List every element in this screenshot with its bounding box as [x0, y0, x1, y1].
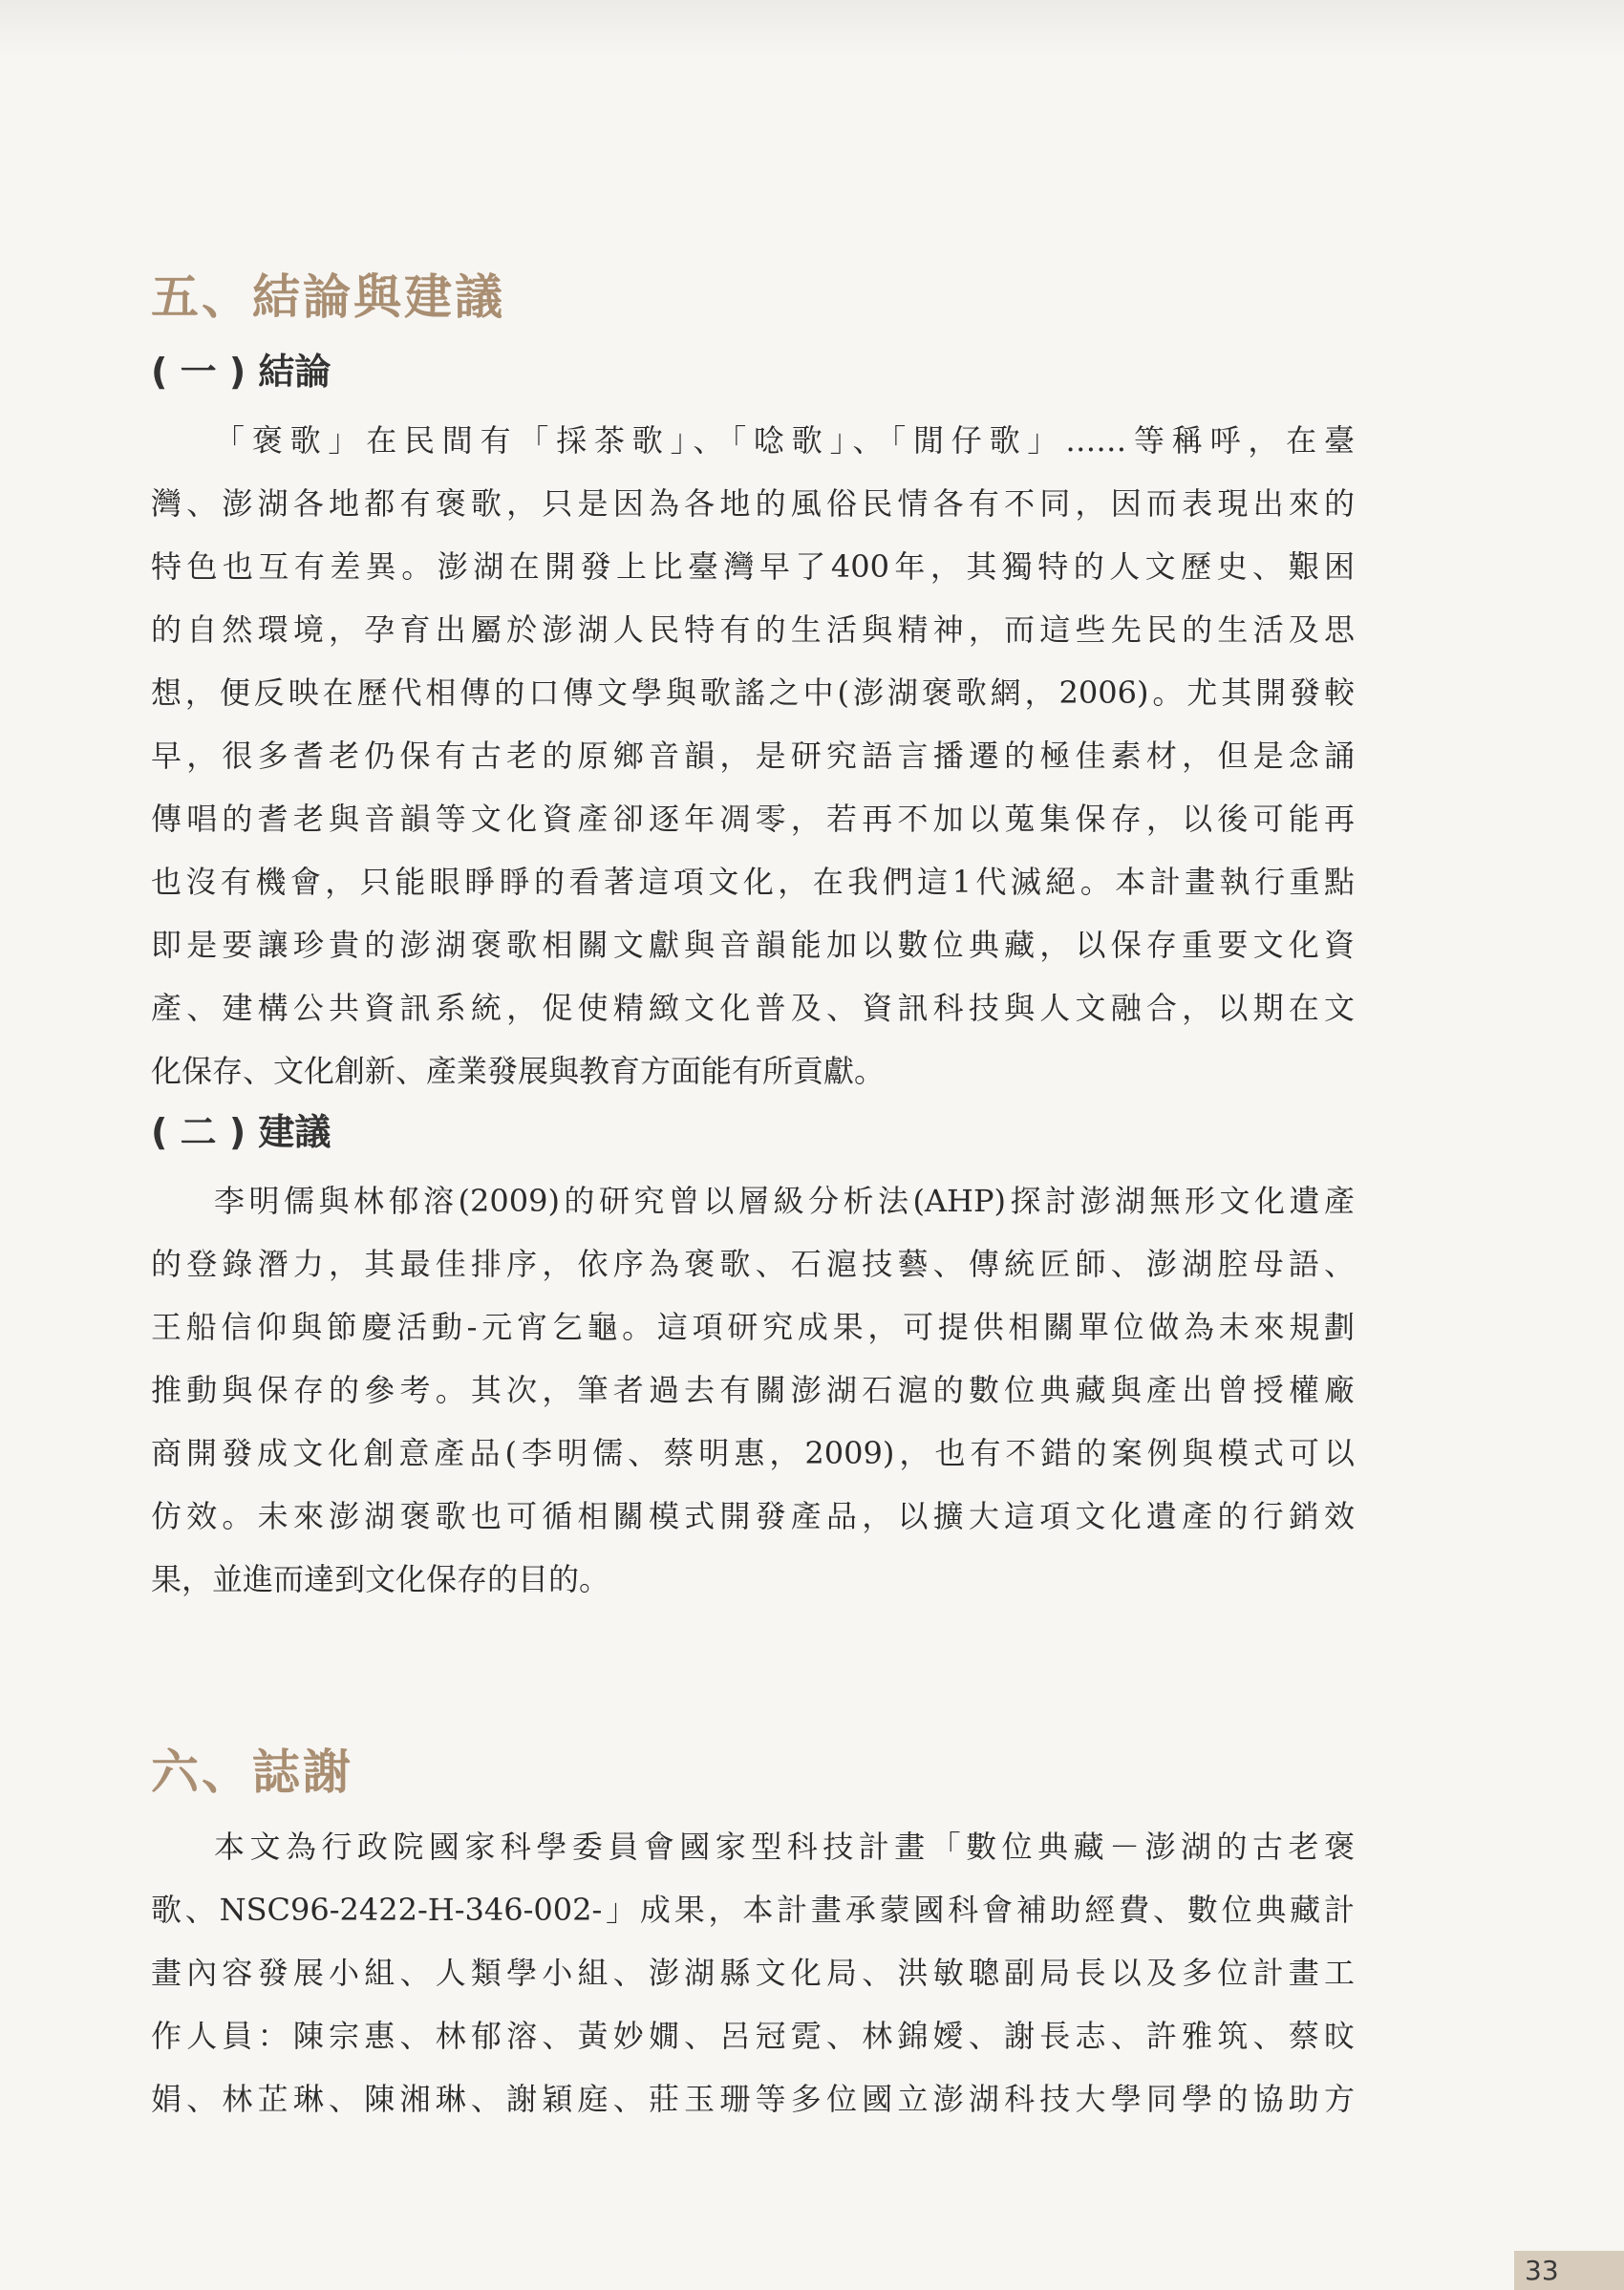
text-line: 本文為行政院國家科學委員會國家型科技計畫「數位典藏－澎湖的古老褒	[214, 1829, 1355, 1865]
text-line: 的登錄潛力，其最佳排序，依序為褒歌、石滬技藝、傳統匠師、澎湖腔母語、	[151, 1246, 1355, 1282]
text-line: 想，便反映在歷代相傳的口傳文學與歌謠之中(澎湖褒歌網，2006)。尤其開發較	[151, 674, 1355, 711]
subsection-title-conclusion: ( 一 ) 結論	[151, 351, 331, 393]
text-line: 化保存、文化創新、產業發展與教育方面能有所貢獻。	[151, 1053, 886, 1089]
text-line: 傳唱的耆老與音韻等文化資產卻逐年凋零，若再不加以蒐集保存，以後可能再	[151, 801, 1355, 837]
text-line: 商開發成文化創意產品(李明儒、蔡明惠，2009)，也有不錯的案例與模式可以	[151, 1435, 1355, 1471]
text-line: 作人員：陳宗惠、林郁溶、黃妙嫺、呂冠霓、林錦嬡、謝長志、許雅筑、蔡旼	[151, 2018, 1355, 2054]
text-line: 仿效。未來澎湖褒歌也可循相關模式開發產品，以擴大這項文化遺產的行銷效	[151, 1498, 1355, 1534]
section-title-conclusions: 五、結論與建議	[151, 269, 505, 325]
text-line: 產、建構公共資訊系統，促使精緻文化普及、資訊科技與人文融合，以期在文	[151, 990, 1355, 1026]
subsection-title-suggestions: ( 二 ) 建議	[151, 1111, 331, 1153]
text-line: 歌、NSC96-2422-H-346-002-」成果，本計畫承蒙國科會補助經費、數位典藏計	[151, 1892, 1355, 1928]
text-line: 的自然環境，孕育出屬於澎湖人民特有的生活與精神，而這些先民的生活及思	[151, 611, 1355, 648]
suggestion-paragraph	[151, 1169, 1355, 1611]
text-line: 王船信仰與節慶活動-元宵乞龜。這項研究成果，可提供相關單位做為未來規劃	[151, 1309, 1355, 1345]
section-title-acknowledgements: 六、誌謝	[151, 1744, 353, 1800]
page-top-shadow	[0, 0, 1624, 57]
text-line: 即是要讓珍貴的澎湖褒歌相關文獻與音韻能加以數位典藏，以保存重要文化資	[151, 927, 1355, 963]
text-line: 畫內容發展小組、人類學小組、澎湖縣文化局、洪敏聰副局長以及多位計畫工	[151, 1955, 1355, 1991]
acknowledgement-paragraph	[151, 1815, 1355, 2130]
text-line: 也沒有機會，只能眼睜睜的看著這項文化，在我們這1代滅絕。本計畫執行重點	[151, 864, 1355, 900]
text-line: 果，並進而達到文化保存的目的。	[151, 1561, 610, 1597]
text-line: 特色也互有差異。澎湖在開發上比臺灣早了400年，其獨特的人文歷史、艱困	[151, 548, 1355, 585]
text-line: 「褒歌」在民間有「採茶歌」、「唸歌」、「閒仔歌」……等稱呼，在臺	[214, 422, 1355, 459]
text-line: 娟、林芷琳、陳湘琳、謝穎庭、莊玉珊等多位國立澎湖科技大學同學的協助方	[151, 2081, 1355, 2117]
page-number: 33	[1525, 2255, 1559, 2286]
text-line: 灣、澎湖各地都有褒歌，只是因為各地的風俗民情各有不同，因而表現出來的	[151, 485, 1355, 522]
text-line: 推動與保存的參考。其次，筆者過去有關澎湖石滬的數位典藏與產出曾授權廠	[151, 1372, 1355, 1408]
text-line: 早，很多耆老仍保有古老的原鄉音韻，是研究語言播遷的極佳素材，但是念誦	[151, 738, 1355, 774]
conclusion-paragraph	[151, 409, 1355, 1102]
text-line: 李明儒與林郁溶(2009)的研究曾以層級分析法(AHP)探討澎湖無形文化遺產	[214, 1183, 1355, 1219]
